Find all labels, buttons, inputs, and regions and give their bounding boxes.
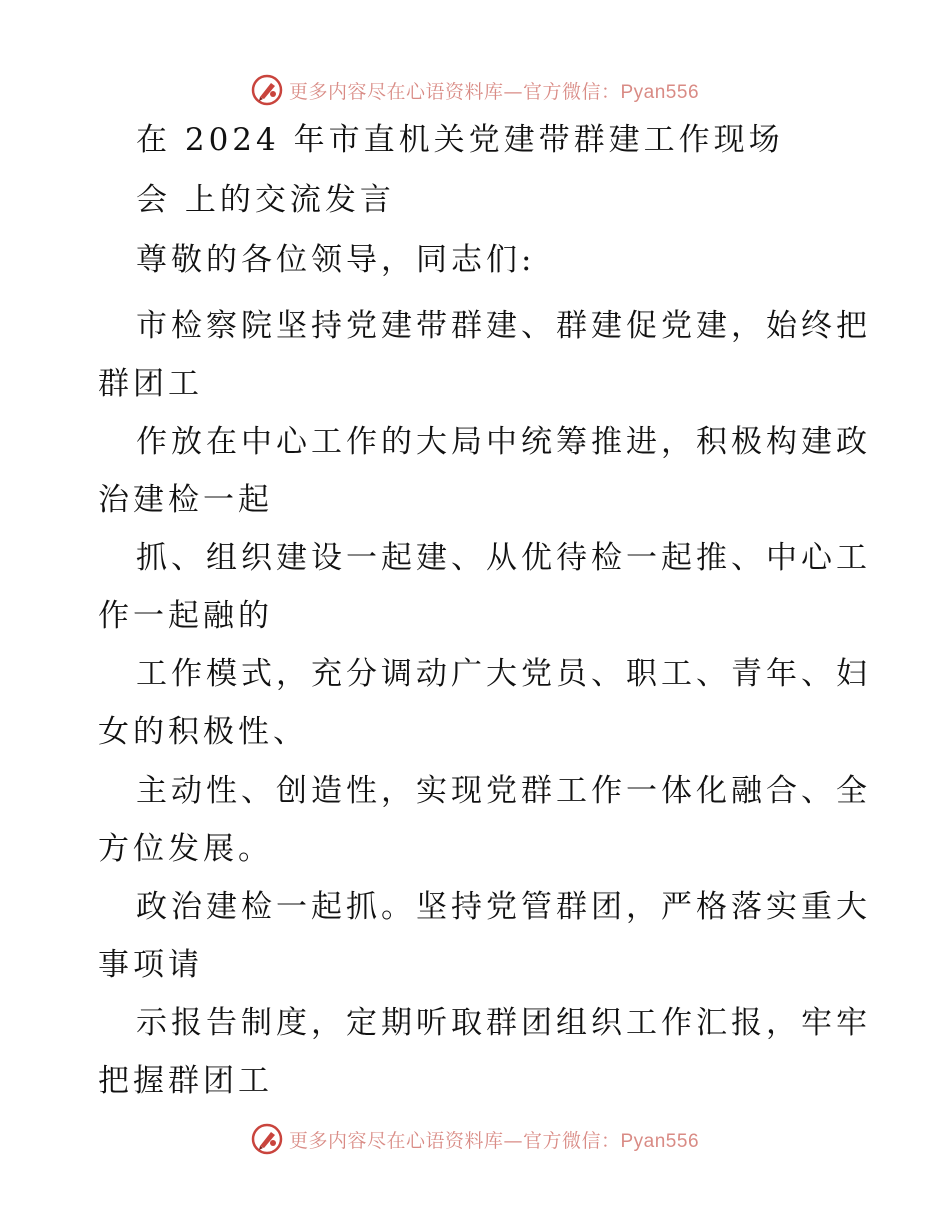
header-banner-text: 更多内容尽在心语资料库—官方微信：Pyan556 <box>288 80 700 103</box>
paragraph-line: 抓、组织建设一起建、从优待检一起推、中心工 <box>136 540 871 576</box>
paragraph-line: 治建检一起 <box>98 482 273 518</box>
paragraph-line: 方位发展。 <box>98 831 273 867</box>
paragraph-line: 事项请 <box>98 947 203 983</box>
paragraph-line: 市检察院坚持党建带群建、群建促党建，始终把 <box>136 308 871 344</box>
paragraph-line: 作一起融的 <box>98 598 273 634</box>
footer-banner-text: 更多内容尽在心语资料库—官方微信：Pyan556 <box>288 1129 700 1152</box>
paragraph-line: 政治建检一起抓。坚持党管群团，严格落实重大 <box>136 889 871 925</box>
footer-watermark-banner <box>0 1119 950 1159</box>
salutation: 尊敬的各位领导，同志们: <box>136 242 536 278</box>
header-watermark-banner <box>0 70 950 110</box>
title-line-1: 在 2024 年市直机关党建带群建工作现场 <box>136 122 784 158</box>
title-line-2: 会 上的交流发言 <box>136 182 395 218</box>
paragraph-line: 女的积极性、 <box>98 714 308 750</box>
paragraph-line: 主动性、创造性，实现党群工作一体化融合、全 <box>136 773 871 809</box>
paragraph-line: 示报告制度，定期听取群团组织工作汇报，牢牢 <box>136 1005 871 1041</box>
paragraph-line: 作放在中心工作的大局中统筹推进，积极构建政 <box>136 424 871 460</box>
pen-seal-icon <box>251 1123 283 1155</box>
paragraph-line: 群团工 <box>98 366 203 402</box>
paragraph-line: 把握群团工 <box>98 1063 273 1099</box>
pen-seal-icon <box>251 74 283 106</box>
paragraph-line: 工作模式，充分调动广大党员、职工、青年、妇 <box>136 656 871 692</box>
